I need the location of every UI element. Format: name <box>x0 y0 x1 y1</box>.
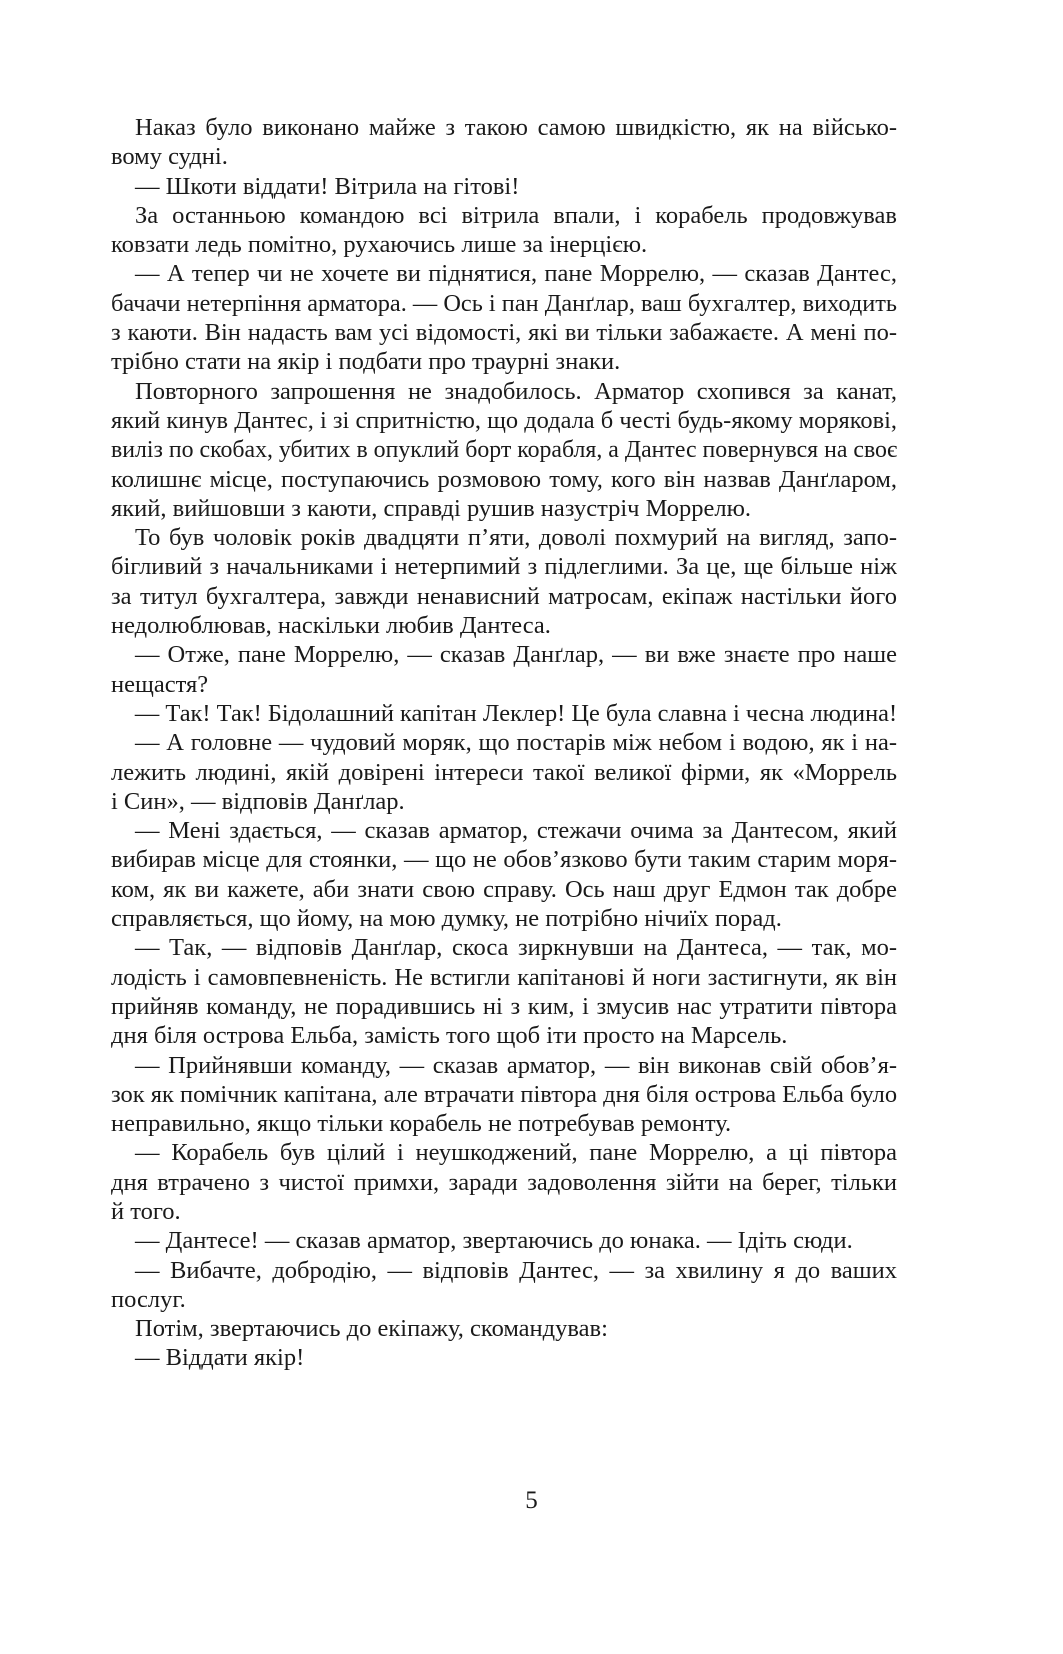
text-line: ковзати ледь помітно, рухаючись лише за інерцією. <box>111 231 648 259</box>
text-line: — Так, — відповів Данґлар, скоса зиркнувши на Дантеса, — так, мо- <box>135 934 897 962</box>
text-line: — Шкоти віддати! Вітрила на гітові! <box>135 172 520 200</box>
text-line: справляється, що йому, на мою думку, не потрібно нічиїх порад. <box>111 905 782 933</box>
text-line: Повторного запрошення не знадобилось. Арматор схопився за канат, <box>135 377 897 405</box>
text-line: і Син», — відповів Данґлар. <box>111 787 405 815</box>
text-line: — Корабель був цілий і неушкоджений, пане Моррелю, а ці півтора <box>135 1139 897 1167</box>
text-line: недолюблював, наскільки любив Дантеса. <box>111 612 551 640</box>
text-line: За останньою командою всі вітрила впали, і корабель продовжував <box>135 201 897 229</box>
text-line: — Отже, пане Моррелю, — сказав Данґлар, — ви вже знаєте про наше <box>135 641 897 669</box>
text-line: дня біля острова Ельба, замість того щоб іти просто на Марсель. <box>111 1022 788 1050</box>
text-line: — Дантесе! — сказав арматор, звертаючись до юнака. — Ідіть сюди. <box>135 1227 853 1255</box>
text-line: — А головне — чудовий моряк, що постарів між небом і водою, як і на- <box>135 729 897 757</box>
text-line: То був чоловік років двадцяти п’яти, доволі похмурий на вигляд, запо- <box>135 524 897 552</box>
text-line: послуг. <box>111 1285 186 1313</box>
paragraph <box>111 1256 897 1315</box>
text-line: Потім, звертаючись до екіпажу, скомандував: <box>135 1315 608 1343</box>
text-line: бачачи нетерпіння арматора. — Ось і пан Данґлар, ваш бухгалтер, виходить <box>111 289 897 317</box>
paragraph <box>111 1226 897 1255</box>
text-line: лежить людині, якій довірені інтереси такої великої фірми, як «Моррель <box>111 758 897 786</box>
text-line: дня втрачено з чистої примхи, заради задоволення зійти на берег, тільки <box>111 1168 897 1196</box>
paragraph <box>111 201 897 260</box>
text-line: — А тепер чи не хочете ви піднятися, пане Моррелю, — сказав Дантес, <box>135 260 897 288</box>
text-line: за титул бухгалтера, завжди ненависний матросам, екіпаж настільки його <box>111 582 897 610</box>
text-line: — Мені здається, — сказав арматор, стежачи очима за Дантесом, який <box>135 817 897 845</box>
text-line: вибирав місце для стоянки, — що не обов’язково бути таким старим моря- <box>111 846 897 874</box>
text-line: Наказ було виконано майже з такою самою швидкістю, як на військо- <box>135 114 897 141</box>
paragraph <box>111 933 897 1050</box>
paragraph <box>111 523 897 640</box>
paragraph <box>111 699 897 728</box>
page-body <box>111 113 897 1373</box>
paragraph <box>111 377 897 523</box>
text-line: — Віддати якір! <box>135 1344 305 1372</box>
text-line: бігливий з начальниками і нетерпимий з підлеглими. За це, ще більше ніж <box>111 553 897 581</box>
text-line: ком, як ви кажете, аби знати свою справу. Ось наш друг Едмон так добре <box>111 875 897 903</box>
text-line: лодість і самовпевненість. Не встигли капітанові й ноги застигнути, як він <box>111 963 897 991</box>
text-line: зок як помічник капітана, але втрачати півтора дня біля острова Ельба було <box>111 1080 898 1108</box>
text-line: — Прийнявши команду, — сказав арматор, — він виконав свій обов’я- <box>135 1051 897 1079</box>
text-line: який кинув Дантес, і зі спритністю, що додала б честі будь-якому морякові, <box>111 406 897 434</box>
text-line: нещастя? <box>111 670 209 698</box>
paragraph <box>111 1314 897 1343</box>
text-line: й того. <box>111 1197 181 1225</box>
text-line: — Так! Так! Бідолашний капітан Леклер! Це була славна і чесна людина! <box>134 699 898 727</box>
text-line: з каюти. Він надасть вам усі відомості, які ви тільки забажаєте. А мені по- <box>111 319 897 347</box>
text-line: виліз по скобах, убитих в опуклий борт корабля, а Дантес повернувся на своє <box>111 436 898 464</box>
paragraph <box>111 728 897 816</box>
paragraph <box>111 1051 897 1139</box>
page-number: 5 <box>525 1487 538 1514</box>
text-line: колишнє місце, поступаючись розмовою тому, кого він назвав Данґларом, <box>111 465 897 493</box>
paragraph <box>111 172 897 201</box>
text-line: — Вибачте, добродію, — відповів Дантес, — за хвилину я до ваших <box>135 1256 897 1284</box>
paragraph <box>111 259 897 376</box>
paragraph <box>111 1138 897 1226</box>
text-line: який, вийшовши з каюти, справді рушив назустріч Моррелю. <box>111 494 752 522</box>
paragraph <box>111 1343 897 1372</box>
paragraph <box>111 640 897 699</box>
text-line: вому судні. <box>111 143 228 171</box>
paragraph <box>111 816 897 933</box>
text-line: неправильно, якщо тільки корабель не потребував ремонту. <box>111 1110 732 1138</box>
text-line: прийняв команду, не порадившись ні з ким, і змусив нас утратити півтора <box>111 992 897 1020</box>
text-line: трібно стати на якір і подбати про траурні знаки. <box>111 348 621 376</box>
paragraph <box>111 113 897 172</box>
